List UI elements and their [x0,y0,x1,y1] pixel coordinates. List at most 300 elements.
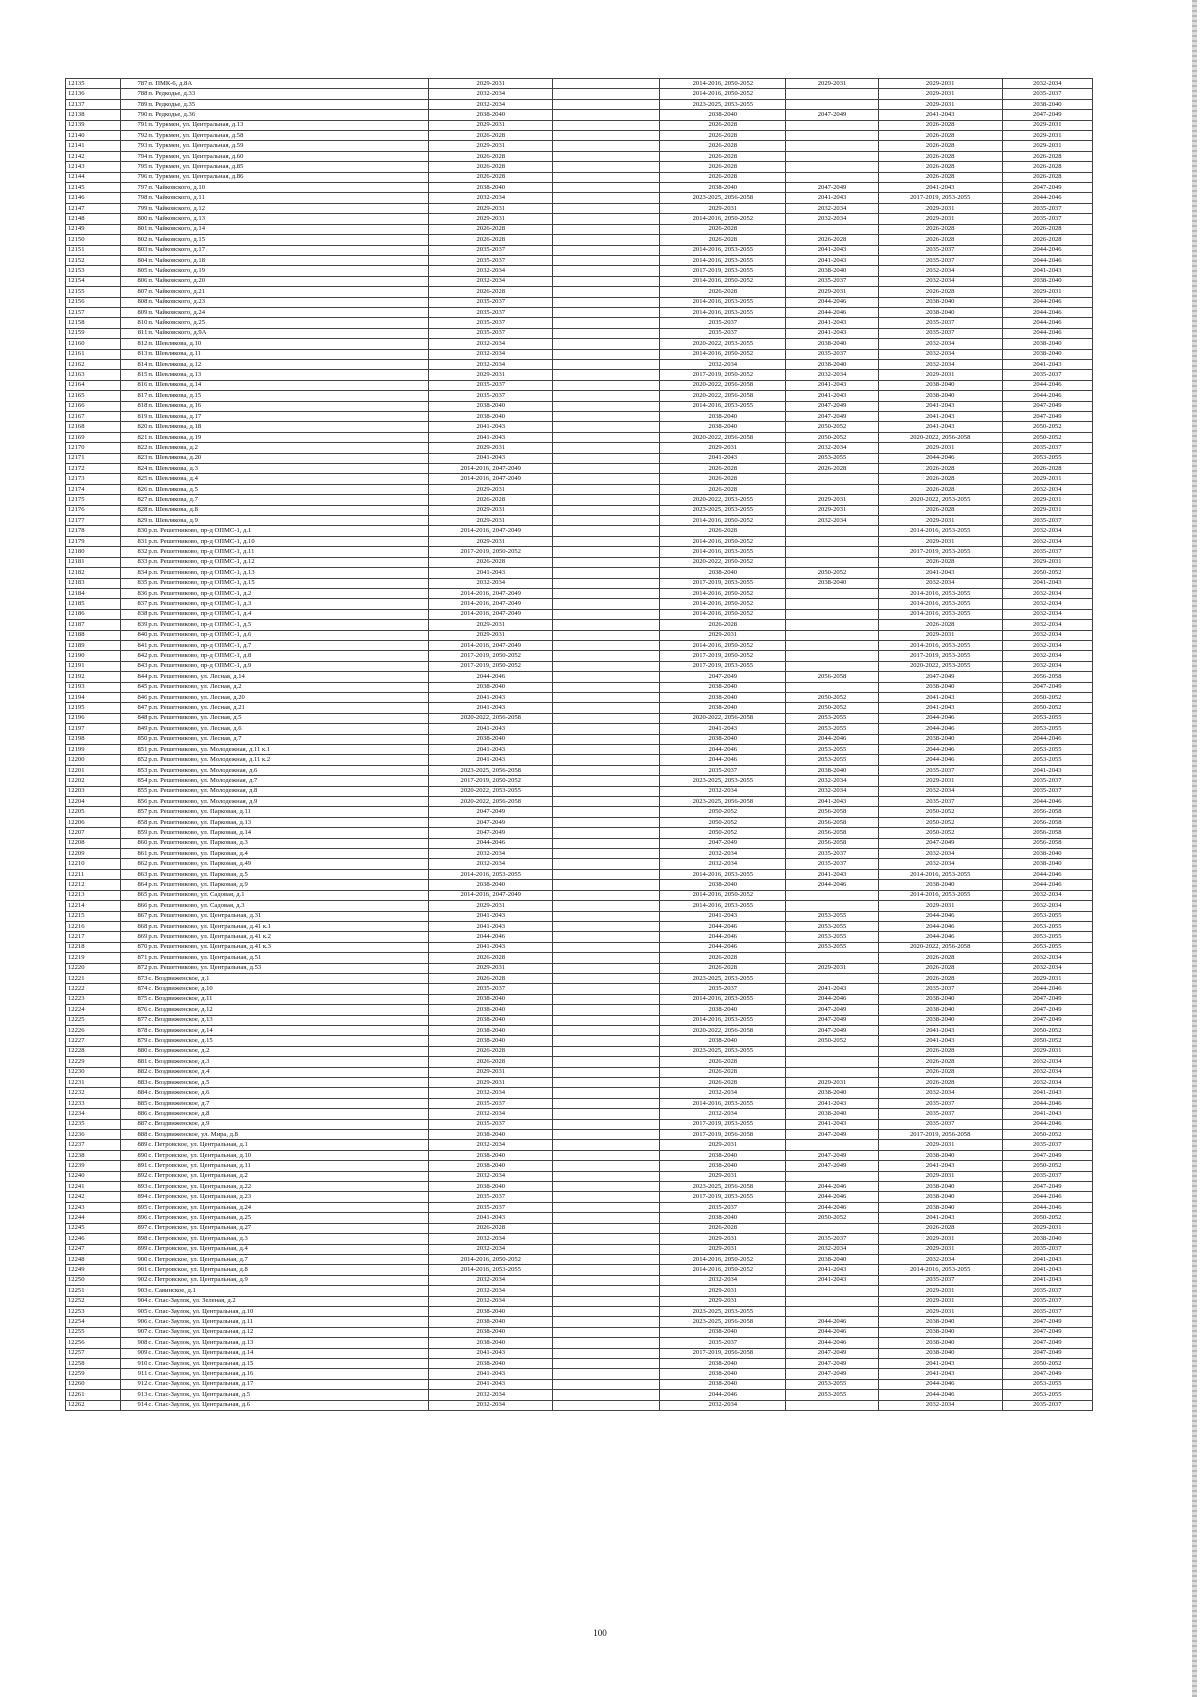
row-id-cell: 12142 [66,151,121,161]
item-number-cell: 867 [120,911,147,921]
year-range-6-cell: 2032-2034 [1002,890,1092,900]
year-range-6-cell: 2029-2031 [1002,973,1092,983]
year-range-5-cell: 2035-2037 [878,765,1002,775]
item-number-cell: 885 [120,1098,147,1108]
table-row [66,942,1093,952]
year-range-4-cell [786,620,878,630]
year-range-2-cell [553,921,660,931]
year-range-6-cell: 2035-2037 [1002,1140,1092,1150]
table-row [66,474,1093,484]
address-cell: р.п. Решетниково, ул. Парковая, д.9 [147,880,428,890]
address-cell: с. Петровское, ул. Центральная, д.24 [147,1202,428,1212]
table-row [66,359,1093,369]
year-range-1-cell: 2020-2022, 2056-2058 [429,797,553,807]
table-row [66,1192,1093,1202]
address-cell: р.п. Решетниково, пр-д ОПМС-1, д.3 [147,599,428,609]
address-cell: с. Петровское, ул. Центральная, д.8 [147,1265,428,1275]
year-range-3-cell: 2026-2028 [660,162,786,172]
table-row [66,1067,1093,1077]
year-range-6-cell: 2029-2031 [1002,287,1092,297]
year-range-4-cell: 2053-2055 [786,724,878,734]
row-id-cell: 12138 [66,110,121,120]
table-row [66,1358,1093,1368]
year-range-4-cell: 2029-2031 [786,1078,878,1088]
year-range-6-cell: 2050-2052 [1002,422,1092,432]
year-range-5-cell: 2026-2028 [878,120,1002,130]
year-range-4-cell [786,151,878,161]
row-id-cell: 12186 [66,609,121,619]
year-range-4-cell: 2044-2046 [786,1202,878,1212]
year-range-4-cell: 2053-2055 [786,942,878,952]
year-range-3-cell: 2023-2025, 2053-2055 [660,1046,786,1056]
year-range-4-cell [786,89,878,99]
year-range-5-cell: 2032-2034 [878,339,1002,349]
year-range-4-cell: 2032-2034 [786,776,878,786]
table-row [66,235,1093,245]
year-range-6-cell: 2035-2037 [1002,776,1092,786]
year-range-6-cell: 2044-2046 [1002,734,1092,744]
table-row [66,193,1093,203]
address-cell: р.п. Решетниково, ул. Садовая, д.3 [147,901,428,911]
year-range-3-cell: 2014-2016, 2053-2055 [660,901,786,911]
year-range-3-cell: 2041-2043 [660,453,786,463]
year-range-5-cell: 2014-2016, 2053-2055 [878,640,1002,650]
year-range-4-cell: 2047-2049 [786,183,878,193]
year-range-4-cell: 2038-2040 [786,1088,878,1098]
table-row [66,1369,1093,1379]
year-range-4-cell: 2026-2028 [786,235,878,245]
address-cell: р.п. Решетниково, ул. Парковая, д.5 [147,869,428,879]
year-range-4-cell: 2041-2043 [786,1275,878,1285]
year-range-2-cell [553,422,660,432]
year-range-4-cell [786,1171,878,1181]
year-range-4-cell: 2029-2031 [786,505,878,515]
year-range-3-cell: 2026-2028 [660,526,786,536]
row-id-cell: 12175 [66,495,121,505]
year-range-2-cell [553,1161,660,1171]
item-number-cell: 810 [120,318,147,328]
year-range-1-cell: 2032-2034 [429,359,553,369]
address-cell: р.п. Решетниково, ул. Молодежная, д.9 [147,797,428,807]
address-cell: с. Воздвиженское, д.1 [147,973,428,983]
year-range-1-cell: 2014-2016, 2047-2049 [429,526,553,536]
year-range-3-cell: 2020-2022, 2056-2058 [660,380,786,390]
row-id-cell: 12163 [66,370,121,380]
year-range-1-cell: 2038-2040 [429,1150,553,1160]
year-range-2-cell [553,1379,660,1389]
item-number-cell: 814 [120,359,147,369]
year-range-4-cell: 2047-2049 [786,1348,878,1358]
table-row [66,734,1093,744]
table-row [66,568,1093,578]
year-range-2-cell [553,1234,660,1244]
year-range-1-cell: 2026-2028 [429,1046,553,1056]
table-row [66,1078,1093,1088]
item-number-cell: 872 [120,963,147,973]
year-range-1-cell: 2041-2043 [429,1348,553,1358]
year-range-6-cell: 2050-2052 [1002,1358,1092,1368]
address-cell: п. Шевлякова, д.7 [147,495,428,505]
item-number-cell: 848 [120,713,147,723]
year-range-1-cell: 2026-2028 [429,1223,553,1233]
table-row [66,765,1093,775]
address-cell: п. Чайковского, д.23 [147,297,428,307]
year-range-6-cell: 2035-2037 [1002,516,1092,526]
year-range-1-cell: 2026-2028 [429,151,553,161]
year-range-2-cell [553,828,660,838]
year-range-1-cell: 2035-2037 [429,1098,553,1108]
row-id-cell: 12226 [66,1025,121,1035]
year-range-6-cell: 2056-2058 [1002,817,1092,827]
row-id-cell: 12200 [66,755,121,765]
year-range-4-cell [786,1057,878,1067]
year-range-6-cell: 2044-2046 [1002,1098,1092,1108]
address-cell: р.п. Решетниково, ул. Центральная, д.51 [147,953,428,963]
address-cell: п. Шевлякова, д.8 [147,505,428,515]
year-range-2-cell [553,713,660,723]
year-range-1-cell: 2020-2022, 2056-2058 [429,713,553,723]
year-range-3-cell: 2014-2016, 2050-2052 [660,599,786,609]
year-range-4-cell [786,599,878,609]
year-range-5-cell: 2047-2049 [878,838,1002,848]
year-range-1-cell: 2014-2016, 2047-2049 [429,464,553,474]
item-number-cell: 850 [120,734,147,744]
year-range-5-cell: 2014-2016, 2053-2055 [878,890,1002,900]
row-id-cell: 12152 [66,255,121,265]
item-number-cell: 863 [120,869,147,879]
year-range-5-cell: 2026-2028 [878,162,1002,172]
year-range-3-cell: 2038-2040 [660,568,786,578]
year-range-2-cell [553,391,660,401]
year-range-3-cell: 2020-2022, 2056-2058 [660,391,786,401]
year-range-2-cell [553,183,660,193]
year-range-3-cell: 2047-2049 [660,672,786,682]
year-range-5-cell: 2026-2028 [878,1067,1002,1077]
year-range-2-cell [553,1390,660,1400]
year-range-3-cell: 2044-2046 [660,745,786,755]
year-range-5-cell: 2026-2028 [878,224,1002,234]
year-range-6-cell: 2032-2034 [1002,651,1092,661]
table-row [66,1327,1093,1337]
table-row [66,630,1093,640]
year-range-2-cell [553,880,660,890]
table-row [66,110,1093,120]
year-range-3-cell: 2014-2016, 2053-2055 [660,401,786,411]
item-number-cell: 899 [120,1244,147,1254]
year-range-5-cell: 2032-2034 [878,786,1002,796]
table-row [66,1223,1093,1233]
year-range-4-cell: 2053-2055 [786,755,878,765]
year-range-2-cell [553,994,660,1004]
year-range-2-cell [553,1025,660,1035]
year-range-2-cell [553,640,660,650]
year-range-4-cell: 2041-2043 [786,245,878,255]
year-range-5-cell: 2044-2046 [878,932,1002,942]
year-range-1-cell: 2038-2040 [429,1036,553,1046]
year-range-2-cell [553,973,660,983]
year-range-5-cell: 2026-2028 [878,131,1002,141]
year-range-5-cell: 2029-2031 [878,516,1002,526]
year-range-1-cell: 2038-2040 [429,1161,553,1171]
year-range-6-cell: 2050-2052 [1002,1161,1092,1171]
address-cell: п. Чайковского, д.11 [147,193,428,203]
year-range-4-cell: 2050-2052 [786,692,878,702]
row-id-cell: 12158 [66,318,121,328]
year-range-4-cell [786,953,878,963]
address-cell: с. Петровское, ул. Центральная, д.10 [147,1150,428,1160]
item-number-cell: 789 [120,99,147,109]
year-range-6-cell: 2053-2055 [1002,1390,1092,1400]
address-cell: с. Воздвиженское, д.9 [147,1119,428,1129]
item-number-cell: 837 [120,599,147,609]
year-range-6-cell: 2041-2043 [1002,266,1092,276]
year-range-2-cell [553,297,660,307]
year-range-4-cell: 2038-2040 [786,578,878,588]
year-range-5-cell: 2029-2031 [878,214,1002,224]
table-row [66,1400,1093,1410]
year-range-4-cell: 2038-2040 [786,1254,878,1264]
year-range-1-cell: 2038-2040 [429,1327,553,1337]
year-range-6-cell: 2050-2052 [1002,432,1092,442]
row-id-cell: 12206 [66,817,121,827]
item-number-cell: 828 [120,505,147,515]
table-row [66,1286,1093,1296]
year-range-1-cell: 2032-2034 [429,339,553,349]
year-range-6-cell: 2035-2037 [1002,547,1092,557]
year-range-1-cell: 2038-2040 [429,994,553,1004]
year-range-3-cell: 2014-2016, 2050-2052 [660,214,786,224]
address-cell: с. Воздвиженское, д.14 [147,1025,428,1035]
year-range-2-cell [553,1130,660,1140]
row-id-cell: 12204 [66,797,121,807]
year-range-3-cell: 2032-2034 [660,1275,786,1285]
table-row [66,953,1093,963]
year-range-6-cell: 2032-2034 [1002,609,1092,619]
table-row [66,484,1093,494]
row-id-cell: 12247 [66,1244,121,1254]
year-range-1-cell: 2041-2043 [429,1379,553,1389]
address-cell: п. Чайковского, д.13 [147,214,428,224]
year-range-2-cell [553,162,660,172]
year-range-4-cell: 2032-2034 [786,214,878,224]
year-range-2-cell [553,1140,660,1150]
year-range-3-cell: 2026-2028 [660,131,786,141]
item-number-cell: 825 [120,474,147,484]
table-row [66,495,1093,505]
year-range-6-cell: 2035-2037 [1002,1306,1092,1316]
year-range-1-cell: 2014-2016, 2047-2049 [429,609,553,619]
row-id-cell: 12190 [66,651,121,661]
item-number-cell: 792 [120,131,147,141]
year-range-4-cell: 2047-2049 [786,1369,878,1379]
year-range-6-cell: 2032-2034 [1002,526,1092,536]
address-cell: с. Спас-Заулок, ул. Центральная, д.5 [147,1390,428,1400]
row-id-cell: 12139 [66,120,121,130]
item-number-cell: 855 [120,786,147,796]
year-range-6-cell: 2029-2031 [1002,120,1092,130]
year-range-2-cell [553,817,660,827]
year-range-3-cell: 2038-2040 [660,422,786,432]
table-row [66,838,1093,848]
year-range-2-cell [553,214,660,224]
year-range-1-cell: 2014-2016, 2047-2049 [429,588,553,598]
year-range-6-cell: 2026-2028 [1002,235,1092,245]
year-range-5-cell: 2038-2040 [878,297,1002,307]
year-range-1-cell: 2041-2043 [429,745,553,755]
year-range-2-cell [553,151,660,161]
year-range-3-cell: 2029-2031 [660,630,786,640]
address-cell: п. Чайковского, д.9А [147,328,428,338]
year-range-2-cell [553,776,660,786]
year-range-6-cell: 2053-2055 [1002,942,1092,952]
row-id-cell: 12143 [66,162,121,172]
address-cell: п. Чайковского, д.15 [147,235,428,245]
year-range-4-cell: 2056-2058 [786,838,878,848]
table-row [66,1317,1093,1327]
year-range-6-cell: 2032-2034 [1002,953,1092,963]
table-row [66,1109,1093,1119]
year-range-2-cell [553,79,660,89]
year-range-4-cell [786,547,878,557]
year-range-1-cell: 2026-2028 [429,172,553,182]
year-range-2-cell [553,1046,660,1056]
year-range-3-cell: 2014-2016, 2050-2052 [660,1265,786,1275]
table-row [66,797,1093,807]
year-range-5-cell: 2026-2028 [878,973,1002,983]
year-range-2-cell [553,786,660,796]
table-row [66,724,1093,734]
item-number-cell: 856 [120,797,147,807]
year-range-3-cell: 2038-2040 [660,110,786,120]
year-range-2-cell [553,370,660,380]
scan-edge-artifact [1192,0,1197,1697]
year-range-4-cell [786,536,878,546]
address-cell: р.п. Решетниково, ул. Парковая, д.3 [147,838,428,848]
year-range-2-cell [553,765,660,775]
item-number-cell: 874 [120,984,147,994]
year-range-3-cell: 2014-2016, 2053-2055 [660,245,786,255]
year-range-3-cell: 2014-2016, 2050-2052 [660,276,786,286]
year-range-1-cell: 2032-2034 [429,1234,553,1244]
year-range-2-cell [553,1088,660,1098]
year-range-4-cell: 2035-2037 [786,849,878,859]
year-range-4-cell [786,890,878,900]
year-range-4-cell: 2041-2043 [786,797,878,807]
year-range-6-cell: 2035-2037 [1002,786,1092,796]
year-range-1-cell: 2029-2031 [429,630,553,640]
year-range-5-cell: 2017-2019, 2053-2055 [878,651,1002,661]
year-range-2-cell [553,661,660,671]
year-range-3-cell: 2038-2040 [660,1213,786,1223]
address-cell: с. Воздвиженское, д.11 [147,994,428,1004]
row-id-cell: 12156 [66,297,121,307]
year-range-4-cell: 2044-2046 [786,1192,878,1202]
year-range-6-cell: 2050-2052 [1002,1213,1092,1223]
item-number-cell: 895 [120,1202,147,1212]
table-row [66,828,1093,838]
address-cell: р.п. Решетниково, ул. Молодежная, д.6 [147,765,428,775]
item-number-cell: 820 [120,422,147,432]
year-range-4-cell: 2047-2049 [786,1150,878,1160]
address-cell: с. Петровское, ул. Центральная, д.1 [147,1140,428,1150]
year-range-4-cell: 2041-2043 [786,255,878,265]
year-range-4-cell: 2047-2049 [786,110,878,120]
year-range-5-cell: 2026-2028 [878,464,1002,474]
table-row [66,713,1093,723]
table-row [66,1265,1093,1275]
year-range-3-cell: 2014-2016, 2053-2055 [660,869,786,879]
year-range-4-cell: 2053-2055 [786,713,878,723]
item-number-cell: 880 [120,1046,147,1056]
item-number-cell: 851 [120,745,147,755]
year-range-4-cell: 2032-2034 [786,516,878,526]
year-range-3-cell: 2044-2046 [660,1390,786,1400]
table-row [66,536,1093,546]
year-range-6-cell: 2032-2034 [1002,599,1092,609]
year-range-2-cell [553,609,660,619]
table-row [66,849,1093,859]
year-range-3-cell: 2026-2028 [660,151,786,161]
year-range-3-cell: 2029-2031 [660,443,786,453]
year-range-6-cell: 2047-2049 [1002,1369,1092,1379]
year-range-5-cell: 2038-2040 [878,880,1002,890]
year-range-5-cell: 2044-2046 [878,745,1002,755]
row-id-cell: 12199 [66,745,121,755]
year-range-2-cell [553,1119,660,1129]
year-range-2-cell [553,224,660,234]
address-cell: с. Петровское, ул. Центральная, д.9 [147,1275,428,1285]
address-cell: р.п. Решетниково, ул. Лесная, д.20 [147,692,428,702]
year-range-3-cell: 2023-2025, 2053-2055 [660,776,786,786]
year-range-6-cell: 2029-2031 [1002,495,1092,505]
year-range-4-cell [786,630,878,640]
row-id-cell: 12137 [66,99,121,109]
year-range-5-cell: 2041-2043 [878,1358,1002,1368]
year-range-3-cell: 2026-2028 [660,464,786,474]
address-cell: п. Редкодье, д.35 [147,99,428,109]
item-number-cell: 861 [120,849,147,859]
address-cell: с. Петровское, ул. Центральная, д.25 [147,1213,428,1223]
item-number-cell: 876 [120,1005,147,1015]
item-number-cell: 819 [120,412,147,422]
year-range-1-cell: 2032-2034 [429,266,553,276]
year-range-3-cell: 2014-2016, 2050-2052 [660,89,786,99]
item-number-cell: 898 [120,1234,147,1244]
year-range-2-cell [553,901,660,911]
year-range-4-cell: 2029-2031 [786,79,878,89]
year-range-2-cell [553,255,660,265]
address-cell: р.п. Решетниково, ул. Молодежная, д.11 к.1 [147,745,428,755]
year-range-4-cell [786,1067,878,1077]
row-id-cell: 12209 [66,849,121,859]
year-range-1-cell: 2044-2046 [429,672,553,682]
year-range-2-cell [553,380,660,390]
year-range-3-cell: 2014-2016, 2050-2052 [660,1254,786,1264]
year-range-3-cell: 2041-2043 [660,724,786,734]
year-range-2-cell [553,630,660,640]
year-range-1-cell: 2038-2040 [429,734,553,744]
year-range-5-cell: 2041-2043 [878,1213,1002,1223]
item-number-cell: 873 [120,973,147,983]
item-number-cell: 808 [120,297,147,307]
year-range-2-cell [553,1400,660,1410]
year-range-2-cell [553,328,660,338]
item-number-cell: 864 [120,880,147,890]
year-range-6-cell: 2047-2049 [1002,412,1092,422]
year-range-5-cell: 2038-2040 [878,682,1002,692]
year-range-5-cell: 2026-2028 [878,1046,1002,1056]
year-range-6-cell: 2038-2040 [1002,1234,1092,1244]
